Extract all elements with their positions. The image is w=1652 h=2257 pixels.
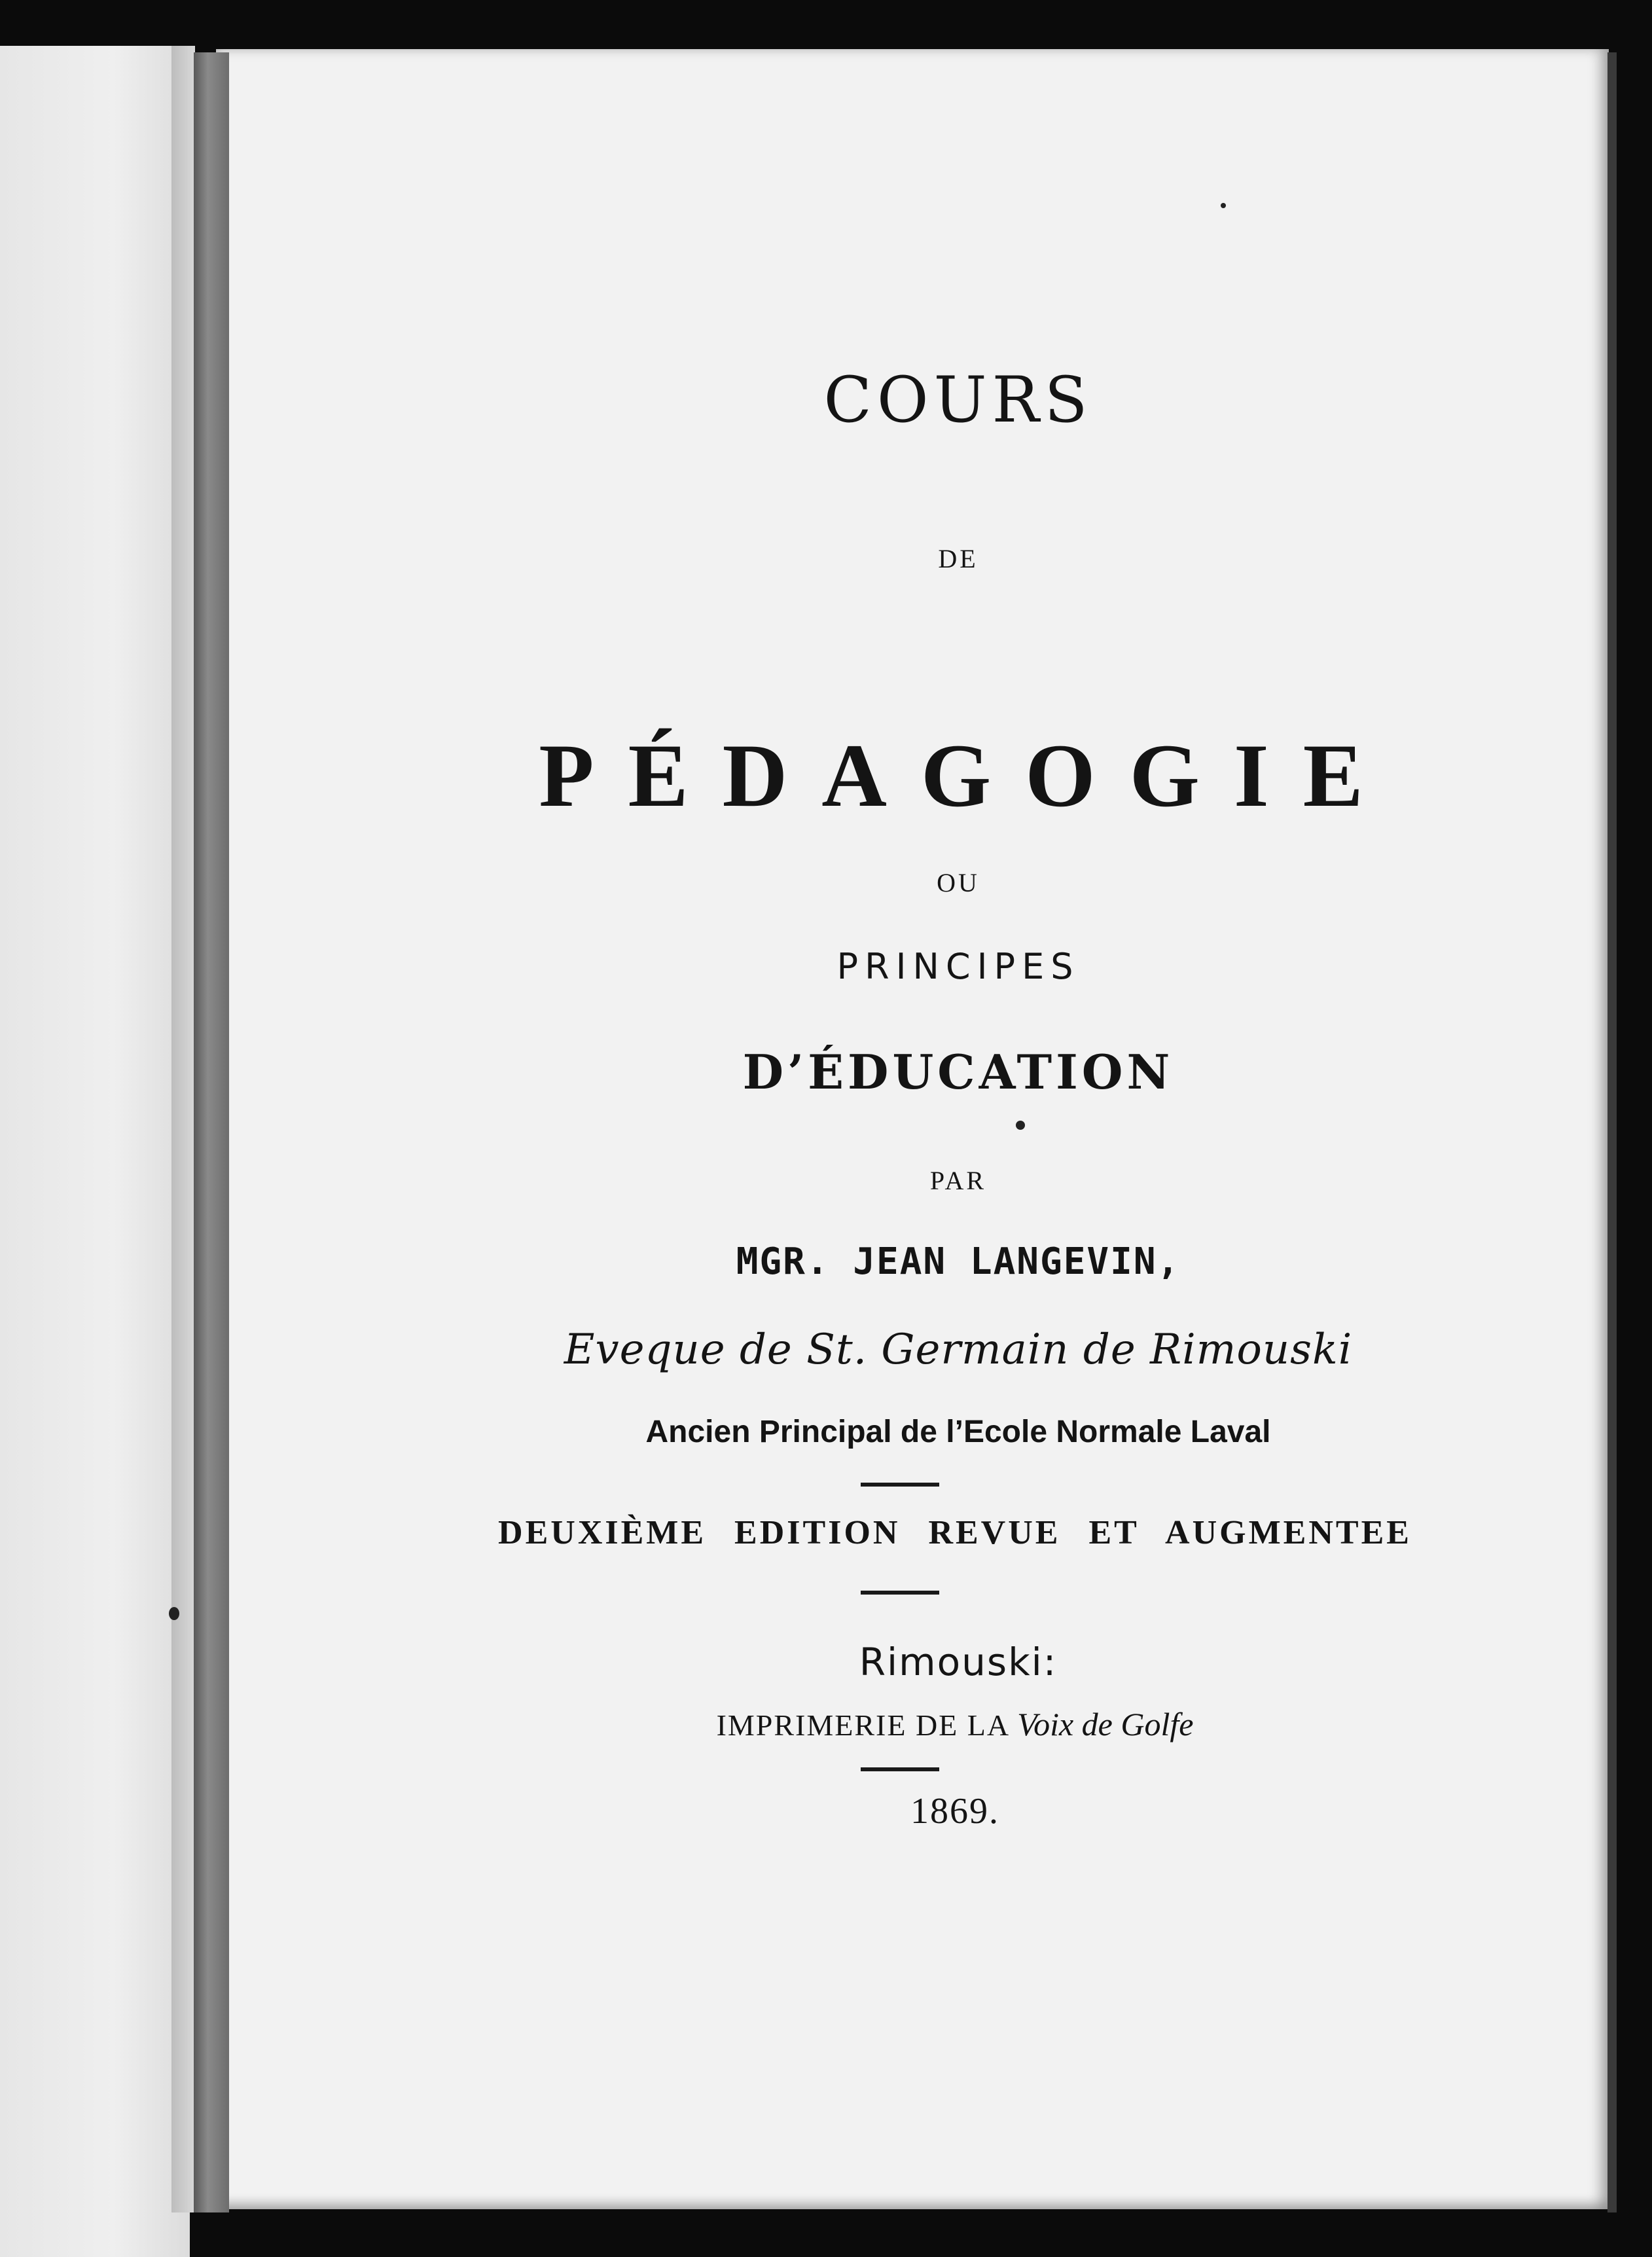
author-former-position: Ancien Principal de l’Ecole Normale Laval (645, 1415, 1271, 1449)
publication-place: Rimouski: (859, 1640, 1058, 1684)
title-de: DE (938, 544, 979, 573)
printer-line (216, 1705, 1609, 1743)
title-ou: OU (937, 868, 980, 897)
author-name: MGR. JEAN LANGEVIN, (736, 1240, 1181, 1283)
edition-statement: DEUXIÈME EDITION REVUE ET AUGMENTEE (498, 1514, 1412, 1551)
subtitle-principes: PRINCIPES (836, 946, 1080, 987)
title-cours: COURS (823, 363, 1093, 437)
divider-rule (861, 1483, 939, 1487)
divider-rule (861, 1767, 939, 1771)
byline-par: PAR (929, 1166, 987, 1195)
ink-speck (1221, 203, 1226, 208)
page-right-edge (1607, 52, 1617, 2212)
show-through-text (458, 903, 1414, 1139)
divider-rule (861, 1591, 939, 1595)
printer-prefix: IMPRIMERIE DE LA (716, 1708, 1009, 1742)
ink-speck (1016, 1121, 1025, 1130)
title-pedagogie: PÉDAGOGIE (539, 725, 1397, 825)
subtitle-education: D’ÉDUCATION (742, 1044, 1174, 1100)
left-page-edge (171, 46, 195, 2212)
publication-year: 1869. (910, 1791, 999, 1832)
ink-speck (169, 1607, 179, 1620)
left-facing-page (0, 46, 190, 2257)
author-title: Eveque de St. Germain de Rimouski (564, 1326, 1353, 1374)
printer-name: Voix de Golfe (1017, 1706, 1194, 1742)
